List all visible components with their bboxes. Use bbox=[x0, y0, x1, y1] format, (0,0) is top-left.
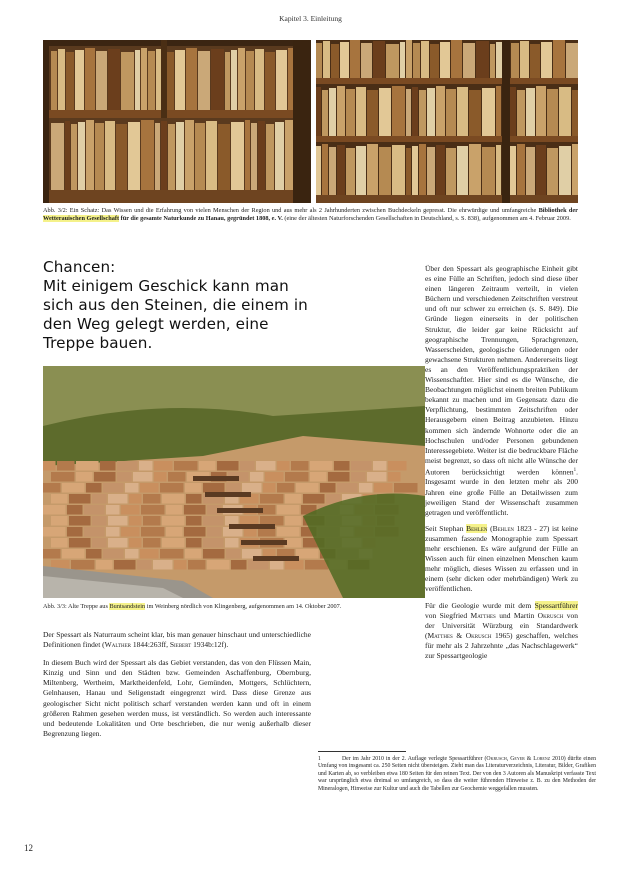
wall-stone bbox=[43, 505, 66, 515]
book-spine bbox=[218, 124, 230, 190]
book-spine bbox=[329, 88, 336, 136]
book-spine bbox=[419, 90, 426, 136]
book-spine bbox=[148, 51, 155, 110]
headline-line-1: Chancen: bbox=[43, 258, 116, 276]
wall-stone bbox=[108, 516, 128, 526]
caption-bold: für die gesamte Naturkunde zu Hanau, gegründet 1808, e. V. bbox=[119, 215, 283, 223]
wall-stone bbox=[160, 483, 184, 493]
book-spine bbox=[65, 121, 70, 190]
caption-text: Abb. 3/3: Alte Treppe aus bbox=[43, 603, 110, 610]
wall-stone bbox=[96, 560, 113, 570]
caption-bold: Bibliothek der bbox=[538, 207, 578, 214]
citation-author: Matthes bbox=[470, 610, 496, 620]
footnote-number: 1 bbox=[318, 756, 321, 762]
book-spine bbox=[266, 124, 274, 190]
wall-stone bbox=[117, 461, 138, 471]
citation-author: Okrusch, Geyer & Lorenz bbox=[486, 756, 551, 762]
wall-stone bbox=[67, 527, 83, 537]
figure-3-2-caption bbox=[43, 207, 578, 224]
book-spine bbox=[547, 89, 558, 136]
book-spine bbox=[427, 88, 435, 136]
book-spine bbox=[463, 43, 475, 78]
wall-stone bbox=[162, 516, 185, 526]
book-spine bbox=[572, 90, 578, 136]
wall-stone bbox=[285, 560, 304, 570]
stair-step bbox=[193, 476, 239, 481]
book-spine bbox=[440, 42, 450, 78]
library-photo-right bbox=[316, 40, 578, 203]
text: 1934b:12f). bbox=[191, 640, 229, 650]
wall-stone bbox=[186, 494, 202, 504]
book-spine bbox=[155, 123, 160, 190]
stair-step bbox=[253, 556, 299, 561]
book-spine bbox=[141, 120, 154, 190]
wall-stone bbox=[154, 472, 167, 482]
wall-stone bbox=[242, 483, 262, 493]
book-spine bbox=[392, 86, 405, 136]
book-spine bbox=[553, 40, 565, 78]
headline-line-2: Mit einigem Geschick kann man sich aus den Steinen, die einem in den Weg gelegt werden, eine Treppe bauen. bbox=[43, 277, 308, 352]
wall-stone bbox=[184, 527, 206, 537]
wall-stone bbox=[133, 472, 153, 482]
book-spine bbox=[186, 48, 197, 110]
book-spine bbox=[322, 144, 328, 195]
book-spine bbox=[251, 123, 257, 190]
wall-stone bbox=[296, 483, 319, 493]
book-spine bbox=[413, 43, 420, 78]
book-spine bbox=[490, 44, 495, 78]
wall-stone bbox=[143, 494, 161, 504]
book-spine bbox=[496, 145, 501, 195]
book-spine bbox=[276, 50, 287, 110]
book-spine bbox=[78, 122, 85, 190]
text: von der Universität Würzburg ein Standardwerk ( bbox=[425, 610, 578, 640]
book-spine bbox=[526, 147, 535, 195]
book-spine bbox=[400, 42, 405, 78]
paragraph: In diesem Buch wird der Spessart als das Gebiet verstanden, das von den Flüssen Main, Kinzig und Sinn und den Städten bzw. Gemeinden Aschaffenburg, Obernburg, Miltenberg, Wertheim, Marktheidenfeld, Lohr, Gemünden, Mottgers, Schlüchtern, Gelnhausen, Hanau und Seligenstadt eingegrenzt wird. Dass diese Grenze aus geologischer Sicht nicht politisch scharf verstanden werden kann und oft in einem größeren Rahmen gesehen werden muss, ist verständlich. So werden auch interessante und bedeutende Lokalitäten und Orte beschrieben, die nur wenig außerhalb dieser Begrenzung liegen. bbox=[43, 658, 311, 738]
book-spine bbox=[346, 148, 355, 195]
wall-stone bbox=[285, 516, 302, 526]
wall-stone bbox=[108, 538, 128, 548]
book-spine bbox=[121, 52, 134, 110]
book-spine bbox=[108, 49, 120, 110]
book-spine bbox=[135, 50, 140, 110]
paragraph bbox=[43, 630, 311, 650]
wall-stone bbox=[203, 538, 224, 548]
stair-step bbox=[229, 524, 275, 529]
text: Seit Stephan bbox=[425, 523, 467, 533]
book-spine bbox=[469, 144, 481, 195]
book-spine bbox=[536, 145, 546, 195]
wall-stone bbox=[240, 461, 255, 471]
wall-stone bbox=[86, 483, 102, 493]
stair-step bbox=[217, 508, 263, 513]
page-number: 12 bbox=[24, 843, 33, 853]
wall-stone bbox=[291, 461, 309, 471]
citation-author: Okrusch bbox=[537, 610, 564, 620]
citation-author: Siebert bbox=[169, 640, 192, 650]
wall-stone bbox=[231, 560, 247, 570]
book-spine bbox=[379, 147, 391, 195]
wall-stone bbox=[186, 516, 202, 526]
book-spine bbox=[275, 122, 284, 190]
book-spine bbox=[406, 40, 412, 78]
text: 1965) geschaffen, welches für mehr als 2 Jahrzehnte „das Nachschlagewerk“ zur Spessartgeologie bbox=[425, 630, 578, 660]
wall-stone bbox=[185, 483, 202, 493]
book-spine bbox=[346, 89, 355, 136]
book-spine bbox=[322, 90, 328, 136]
wall-stone bbox=[260, 494, 284, 504]
text: Über den Spessart als geographische Einheit gibt es eine Fülle an Schriften, jedoch sind diese über einen längeren Zeitraum verteilt, in vielen Büchern und verschiedenen Zeitschriften verstreut und oft nur schwer zu erreichen (s. S. 849). Die Gründe liegen einerseits in der politischen Struktur, die leider gar keine Rücksicht auf geographische Trennungen, Sprachgrenzen, Wasserscheiden, geologische Gliederungen oder gewachsene Strukturen nehmen. Andererseits liegt es an den Veröffentlichungspraktiken der Wissenschaftler. Hier sind es die Wünsche, die Beobachtungen möglichst einem breiten Publikum bekannt zu machen und im Gegensatz dazu die Verpflichtung, bestimmten Zeitschriften oder Herausgebern einen Beitrag anzubieten. Hinzu kommen sich ändernde Wohnorte oder die an Hochschulen und/oder Personen gebundenen Interessegebiete. Weiter ist die bedruckbare Fläche meist begrenzt, so dass oft nicht alle Wünsche der Autoren berücksichtigt werden können bbox=[425, 264, 578, 477]
book-spine bbox=[446, 148, 456, 195]
book-spine bbox=[436, 145, 445, 195]
book-spine bbox=[51, 51, 57, 110]
book-spine bbox=[511, 43, 519, 78]
wall-stone bbox=[285, 472, 309, 482]
wall-stone bbox=[207, 527, 222, 537]
wall-stone bbox=[160, 549, 184, 559]
book-spine bbox=[211, 49, 224, 110]
book-spine bbox=[509, 87, 516, 136]
wall-stone bbox=[71, 560, 95, 570]
footnote-text: 2010) dürfte einen Umfang von insgesamt ca. 250 Seiten nicht übersteigen. Zieht man das Literaturverzeichnis, Literatur, Bilder, Grafiken und Karten ab, so verbleiben etwa 180 Seiten für den reinen Text. Der von den 3 Autoren als Manuskript verfasste Text war ursprünglich etwa dreimal so umfangreich, so dass die weiter führenden Hinweise z. B. zu den Methoden der Mineralogen, Hinweise zur Kultur und auch die Tabellen zur Geochemie weggefallen mussten. bbox=[318, 756, 596, 792]
text: von Siegfried bbox=[425, 610, 471, 620]
wall-stone bbox=[43, 461, 56, 471]
book-spine bbox=[185, 120, 194, 190]
wall-stone bbox=[265, 472, 284, 482]
book-spine bbox=[457, 146, 468, 195]
wall-stone bbox=[94, 472, 116, 482]
book-spine bbox=[258, 121, 265, 190]
wall-stone bbox=[117, 472, 132, 482]
right-column bbox=[318, 264, 578, 725]
book-spine bbox=[141, 48, 147, 110]
caption-highlight: Buntsandstein bbox=[109, 603, 146, 610]
book-spine bbox=[559, 87, 571, 136]
wall-stone bbox=[76, 472, 93, 482]
book-spine bbox=[75, 50, 84, 110]
wall-stone bbox=[51, 538, 68, 548]
running-head: Kapitel 3. Einleitung bbox=[279, 14, 342, 23]
text: 1844:263ff, bbox=[131, 640, 170, 650]
book-spine bbox=[379, 88, 391, 136]
book-spine bbox=[406, 148, 411, 195]
book-spine bbox=[225, 52, 230, 110]
caption-highlight: Wetterauischen Gesellschaft bbox=[43, 215, 120, 223]
book-spine bbox=[331, 44, 339, 78]
book-spine bbox=[316, 87, 321, 136]
wall-stone bbox=[43, 483, 61, 493]
book-spine bbox=[496, 86, 501, 136]
book-spine bbox=[541, 42, 552, 78]
book-spine bbox=[520, 41, 529, 78]
wall-stone bbox=[51, 516, 68, 526]
wall-stone bbox=[125, 483, 139, 493]
wall-stone bbox=[162, 494, 185, 504]
wall-stone bbox=[184, 505, 206, 515]
wall-stone bbox=[250, 472, 264, 482]
book-spine bbox=[95, 123, 104, 190]
book-spine bbox=[451, 40, 462, 78]
book-spine bbox=[86, 120, 94, 190]
book-spine bbox=[337, 86, 345, 136]
paragraph bbox=[318, 264, 578, 518]
book-spine bbox=[419, 144, 426, 195]
book-spine bbox=[245, 120, 250, 190]
book-spine bbox=[547, 148, 558, 195]
wall-stone bbox=[174, 461, 198, 471]
book-spine bbox=[340, 42, 349, 78]
wall-stone bbox=[203, 483, 225, 493]
book-spine bbox=[566, 43, 578, 78]
wall-stone bbox=[226, 483, 241, 493]
book-spine bbox=[246, 51, 254, 110]
wall-stone bbox=[106, 527, 120, 537]
book-spine bbox=[316, 146, 321, 195]
book-spine bbox=[367, 90, 378, 136]
highlighted-term: Spessartführer bbox=[534, 600, 578, 610]
wall-stone bbox=[277, 483, 295, 493]
book-spine bbox=[392, 145, 405, 195]
book-spine bbox=[176, 122, 184, 190]
wall-stone bbox=[43, 527, 66, 537]
text: . Insgesamt wurde in den letzten mehr als 200 Jahren eine große Fülle an Detailwissen zum jeweiligen Stand der Wissenschaft zusammen getragen und veröffentlicht. bbox=[425, 467, 578, 517]
stair-step bbox=[205, 492, 251, 497]
wall-stone bbox=[51, 472, 75, 482]
wall-stone bbox=[140, 483, 159, 493]
book-spine bbox=[536, 86, 546, 136]
book-spine bbox=[323, 41, 330, 78]
left-column bbox=[43, 630, 311, 745]
book-spine bbox=[469, 90, 481, 136]
book-spine bbox=[386, 44, 399, 78]
book-spine bbox=[175, 50, 185, 110]
wall-stone bbox=[121, 527, 140, 537]
book-spine bbox=[559, 146, 571, 195]
wall-stone bbox=[76, 461, 99, 471]
book-spine bbox=[66, 52, 74, 110]
footnote-divider bbox=[318, 751, 406, 752]
book-spine bbox=[530, 44, 540, 78]
book-spine bbox=[161, 121, 167, 190]
book-spine bbox=[436, 86, 445, 136]
book-spine bbox=[329, 147, 336, 195]
wall-stone bbox=[57, 461, 75, 471]
wall-stone bbox=[92, 516, 107, 526]
book-spine bbox=[231, 122, 244, 190]
text: 1823 - 27) ist keine zusammen fassende Monographie zum Spessart mehr erschienen. Es wäre aufgrund der Fülle an Wissen auch für einen einzelnen Menschen kaum mehr möglich, dieses Wissen zu erfassen und in einem (sehr dicken oder mehrbändigen) Werk zu veröffentlichen. bbox=[425, 523, 578, 594]
library-photo-left bbox=[43, 40, 311, 203]
caption-text: (eine der ältesten Naturforschenden Gesellschaften in Deutschland, s. S. 838), aufgenommen am 4. Februar 2009. bbox=[282, 215, 571, 223]
wall-stone bbox=[100, 461, 116, 471]
wall-stone bbox=[62, 483, 85, 493]
book-spine bbox=[51, 123, 64, 190]
book-spine bbox=[350, 40, 360, 78]
wall-stone bbox=[121, 505, 140, 515]
wall-stone bbox=[277, 527, 300, 537]
wall-stone bbox=[143, 516, 161, 526]
footnote-ref: 1 bbox=[573, 467, 577, 473]
wall-stone bbox=[285, 494, 302, 504]
book-spine bbox=[316, 43, 322, 78]
book-spine bbox=[265, 52, 275, 110]
footnote-text: Der im Jahr 2010 in der 2. Auflage verlegte Spessartführer ( bbox=[342, 756, 487, 762]
book-spine bbox=[356, 87, 366, 136]
book-spine bbox=[572, 144, 578, 195]
book-spine bbox=[337, 145, 345, 195]
wall-stone bbox=[108, 494, 128, 504]
citation-author: Matthes & Okrusch bbox=[427, 630, 492, 640]
wall-stone bbox=[84, 527, 105, 537]
wall-stone bbox=[103, 549, 124, 559]
book-spine bbox=[195, 123, 205, 190]
wall-stone bbox=[84, 505, 105, 515]
book-spine bbox=[430, 44, 439, 78]
wall-stone bbox=[92, 538, 107, 548]
wall-stone bbox=[141, 505, 165, 515]
book-spine bbox=[412, 146, 418, 195]
wall-stone bbox=[207, 560, 230, 570]
book-spine bbox=[231, 50, 237, 110]
wall-stone bbox=[296, 549, 319, 559]
wall-stone bbox=[174, 560, 187, 570]
book-spine bbox=[406, 89, 411, 136]
text: Der Spessart als Naturraum scheint klar, bis man genauer hinschaut und unterschiedliche Definitionen findet ( bbox=[43, 630, 311, 650]
wall-stone bbox=[186, 538, 202, 548]
book-spine bbox=[412, 87, 418, 136]
book-spine bbox=[482, 88, 495, 136]
caption-text: im Weinberg nördlich von Klingenberg, aufgenommen am 14. Oktober 2007. bbox=[145, 603, 342, 610]
book-spine bbox=[446, 89, 456, 136]
book-spine bbox=[168, 124, 175, 190]
book-spine bbox=[85, 48, 95, 110]
book-spine bbox=[361, 43, 372, 78]
wall-stone bbox=[106, 505, 120, 515]
wall-stone bbox=[166, 505, 183, 515]
wall-stone bbox=[188, 560, 206, 570]
book-spine bbox=[427, 147, 435, 195]
text: und Martin bbox=[495, 610, 538, 620]
book-spine bbox=[517, 144, 525, 195]
wall-stone bbox=[225, 538, 239, 548]
wall-stone bbox=[140, 549, 159, 559]
wall-stone bbox=[62, 549, 85, 559]
book-spine bbox=[356, 146, 366, 195]
wall-stone bbox=[92, 494, 107, 504]
book-spine bbox=[238, 48, 245, 110]
wall-stone bbox=[43, 549, 61, 559]
wall-stone bbox=[69, 516, 91, 526]
book-spine bbox=[96, 51, 107, 110]
book-spine bbox=[482, 147, 495, 195]
wall-stone bbox=[203, 516, 224, 526]
book-spine bbox=[373, 41, 385, 78]
wall-stone bbox=[141, 527, 165, 537]
wall-stone bbox=[114, 560, 136, 570]
book-spine bbox=[58, 49, 65, 110]
wall-stone bbox=[86, 549, 102, 559]
wall-stone bbox=[139, 461, 153, 471]
wall-stone bbox=[129, 494, 142, 504]
stair-step bbox=[241, 540, 287, 545]
wall-stone bbox=[217, 461, 239, 471]
wall-stone bbox=[185, 549, 202, 559]
wall-stone bbox=[143, 538, 161, 548]
book-spine bbox=[476, 41, 489, 78]
citation-author: Behlen bbox=[492, 523, 515, 533]
wall-stone bbox=[162, 538, 185, 548]
book-spine bbox=[206, 121, 217, 190]
wall-stone bbox=[137, 560, 152, 570]
section-headline bbox=[43, 258, 311, 353]
book-spine bbox=[71, 124, 77, 190]
wall-stone bbox=[153, 560, 173, 570]
wall-stone bbox=[256, 461, 276, 471]
text: ( bbox=[487, 523, 493, 533]
book-spine bbox=[105, 121, 115, 190]
wall-stone bbox=[154, 461, 173, 471]
book-spine bbox=[421, 41, 429, 78]
book-spine bbox=[128, 122, 140, 190]
wall-stone bbox=[199, 461, 216, 471]
citation-author: Walther bbox=[104, 640, 131, 650]
text: Für die Geologie wurde mit dem bbox=[425, 600, 535, 610]
wall-stone bbox=[69, 538, 91, 548]
wall-stone bbox=[125, 549, 139, 559]
book-spine bbox=[517, 90, 525, 136]
wall-stone bbox=[277, 505, 300, 515]
caption-text: Abb. 3/2: Ein Schatz: Das Wissen und die Erfahrung von vielen Menschen der Region und aus mehr als 2 Jahrhunderten zwischen Buchdeckeln gepresst. Die ehrwürdige und umfangreiche bbox=[43, 207, 539, 214]
highlighted-author: Behlen bbox=[466, 523, 488, 533]
wall-stone bbox=[69, 494, 91, 504]
wall-stone bbox=[285, 538, 302, 548]
book-spine bbox=[509, 146, 516, 195]
book-spine bbox=[496, 42, 502, 78]
book-spine bbox=[526, 88, 535, 136]
book-spine bbox=[198, 51, 210, 110]
wall-stone bbox=[203, 549, 225, 559]
wall-stone bbox=[277, 461, 290, 471]
wall-stone bbox=[129, 516, 142, 526]
wall-stone bbox=[248, 560, 269, 570]
wall-stone bbox=[168, 472, 186, 482]
book-spine bbox=[255, 49, 264, 110]
wall-stone bbox=[51, 494, 68, 504]
wall-stone bbox=[129, 538, 142, 548]
wall-stone bbox=[166, 527, 183, 537]
book-spine bbox=[457, 87, 468, 136]
footnote bbox=[318, 756, 596, 793]
book-spine bbox=[367, 144, 378, 195]
wall-stone bbox=[263, 483, 276, 493]
wall-stone bbox=[270, 560, 284, 570]
wall-stone bbox=[67, 505, 83, 515]
wall-stone bbox=[226, 549, 241, 559]
book-spine bbox=[116, 124, 127, 190]
wall-stone bbox=[103, 483, 124, 493]
